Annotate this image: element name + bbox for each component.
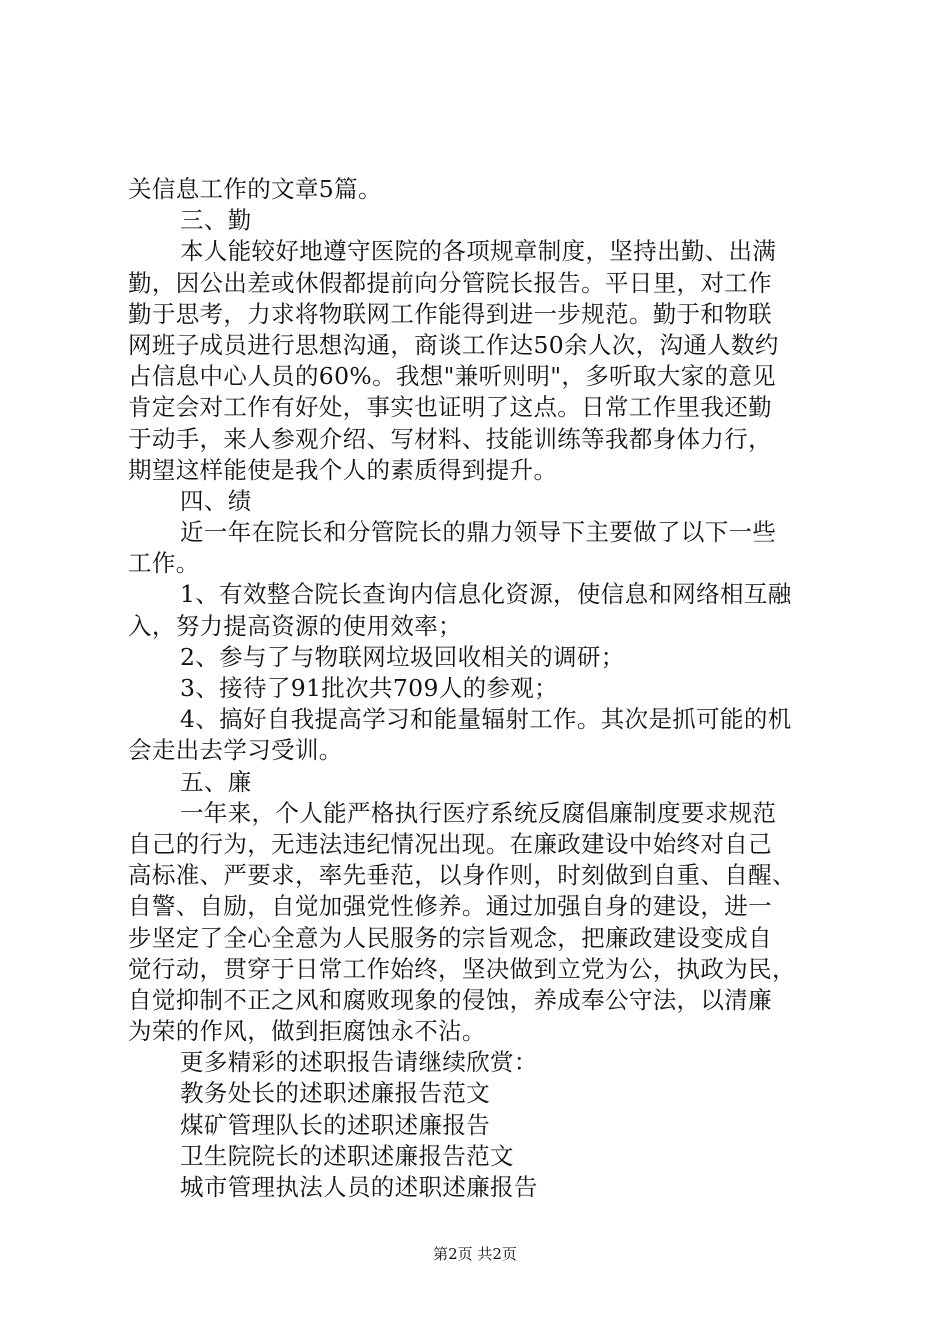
text-line: 觉行动，贯穿于日常工作始终，坚决做到立党为公，执政为民， (128, 954, 796, 983)
text-line: 入，努力提高资源的使用效率； (128, 611, 462, 640)
text-line: 3、接待了91批次共709人的参观； (180, 674, 559, 702)
text-line: 步坚定了全心全意为人民服务的宗旨观念，把廉政建设变成自 (128, 923, 772, 952)
text-line: 勤，因公出差或休假都提前向分管院长报告。平日里，对工作 (128, 268, 772, 297)
text-line: 卫生院院长的述职述廉报告范文 (180, 1141, 514, 1170)
text-line: 三、勤 (180, 206, 252, 235)
text-line: 自己的行为，无违法违纪情况出现。在廉政建设中始终对自己 (128, 829, 772, 858)
text-line: 更多精彩的述职报告请继续欣赏： (180, 1048, 538, 1077)
text-line: 为荣的作风，做到拒腐蚀永不沾。 (128, 1017, 486, 1046)
text-line: 近一年在院长和分管院长的鼎力领导下主要做了以下一些 (180, 518, 777, 547)
text-line: 于动手，来人参观介绍、写材料、技能训练等我都身体力行， (128, 424, 772, 453)
text-line: 煤矿管理队长的述职述廉报告 (180, 1110, 491, 1139)
text-line: 高标准、严要求，率先垂范，以身作则，时刻做到自重、自醒、 (128, 861, 796, 890)
text-line: 1、有效整合院长查询内信息化资源，使信息和网络相互融 (180, 580, 792, 609)
text-line: 占信息中心人员的60%。我想"兼听则明"，多听取大家的意见 (128, 362, 776, 391)
text-line: 会走出去学习受训。 (128, 736, 343, 765)
text-line: 自警、自励，自觉加强党性修养。通过加强自身的建设，进一 (128, 892, 772, 921)
text-line: 四、绩 (180, 486, 252, 515)
text-line: 五、廉 (180, 767, 252, 796)
text-line: 肯定会对工作有好处，事实也证明了这点。日常工作里我还勤 (128, 393, 772, 422)
text-line: 本人能较好地遵守医院的各项规章制度，坚持出勤、出满 (180, 237, 777, 266)
text-line: 自觉抑制不正之风和腐败现象的侵蚀，养成奉公守法，以清廉 (128, 985, 772, 1014)
text-line: 2、参与了与物联网垃圾回收相关的调研； (180, 642, 625, 671)
page-footer: 第2页 共2页 (433, 1245, 517, 1263)
text-line: 期望这样能使是我个人的素质得到提升。 (128, 455, 558, 484)
text-line: 网班子成员进行思想沟通，商谈工作达50余人次，沟通人数约 (128, 330, 779, 359)
text-line: 城市管理执法人员的述职述廉报告 (180, 1173, 538, 1201)
document-body (128, 174, 840, 1203)
text-line: 一年来，个人能严格执行医疗系统反腐倡廉制度要求规范 (180, 798, 777, 827)
text-line: 教务处长的述职述廉报告范文 (180, 1079, 491, 1108)
text-line: 工作。 (128, 549, 200, 578)
text-line: 勤于思考，力求将物联网工作能得到进一步规范。勤于和物联 (128, 299, 772, 328)
text-line: 4、搞好自我提高学习和能量辐射工作。其次是抓可能的机 (180, 705, 792, 734)
text-line: 关信息工作的文章5篇。 (128, 175, 382, 203)
